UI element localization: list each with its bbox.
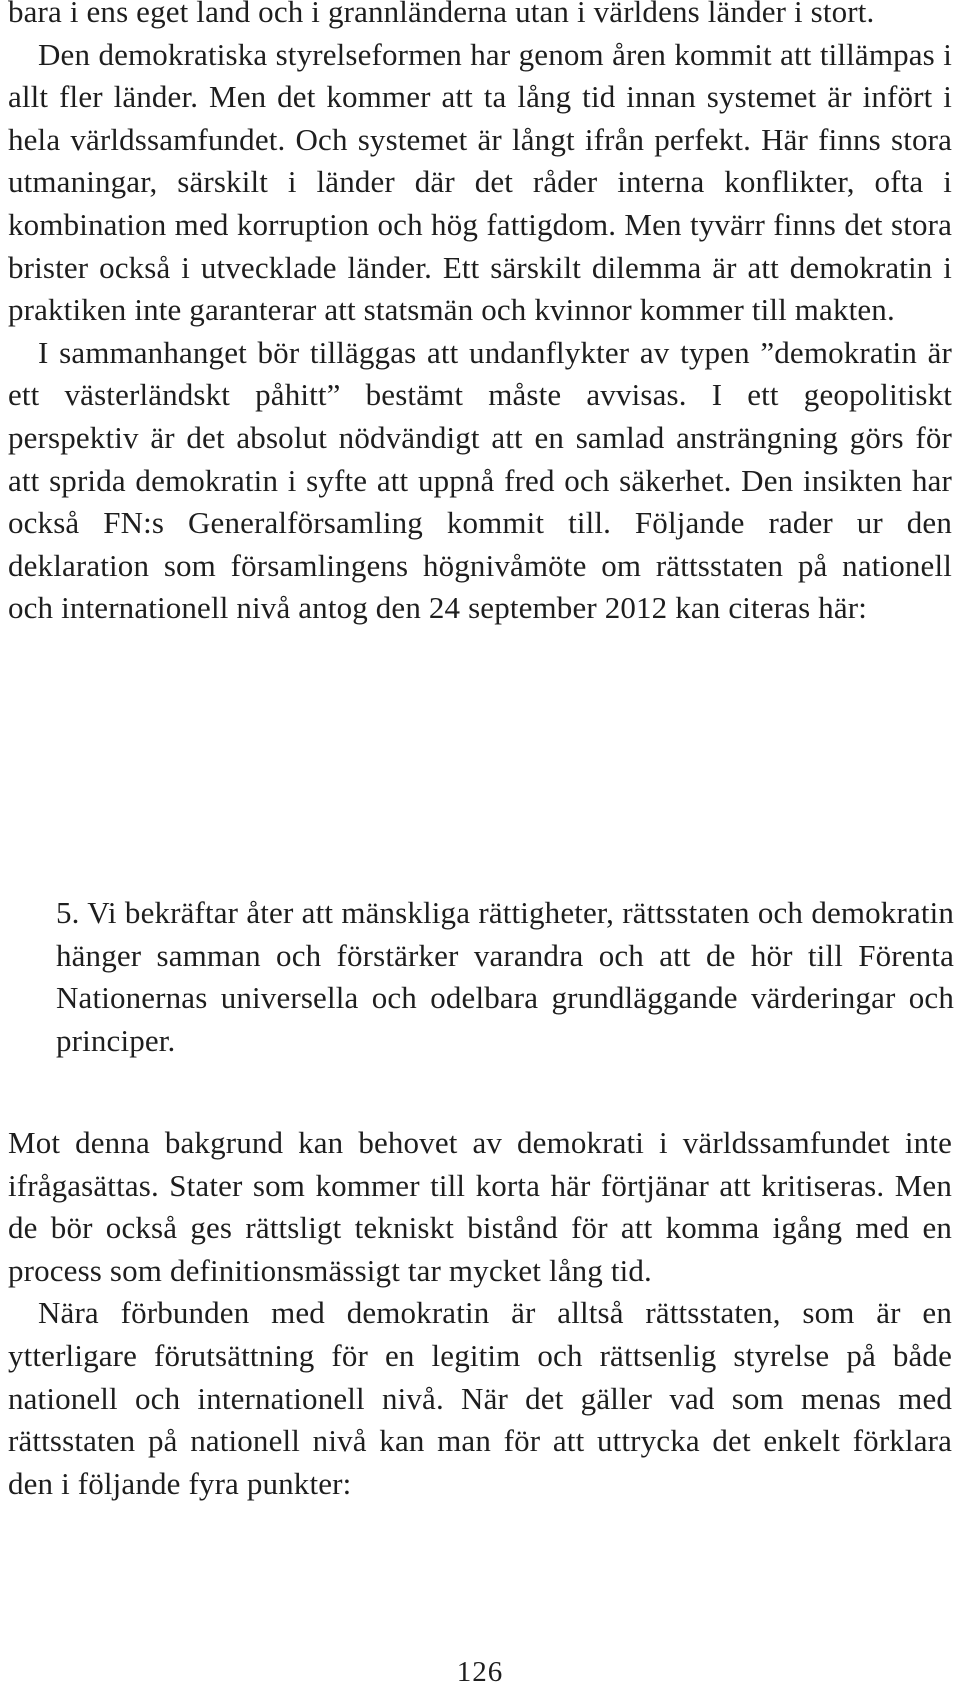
text-block-bottom (8, 1122, 952, 1505)
paragraph-democracy: Den demokratiska styrelseformen har genom åren kommit att tillämpas i allt fler länder. Men det kommer att ta lång tid innan systemet är infört i hela världssamfundet. Och systemet är långt ifrån perfekt. Här finns stora utmaningar, särskilt i länder där det råder interna konflikter, ofta i kombination med korruption och hög fattigdom. Men tyvärr finns det stora brister också i utvecklade länder. Ett särskilt dilemma är att demokratin i praktiken inte garanterar att statsmän och kvinnor kommer till makten. (8, 36, 952, 328)
paragraph-background: Mot denna bakgrund kan behovet av demokrati i världssamfundet inte ifrågasättas. Stater som kommer till korta här förtjänar att kritiseras. Men de bör också ges rättsligt tekniskt bistånd för att komma igång med en process som definitionsmässigt tar mycket lång tid. (8, 1125, 952, 1288)
page-number: 126 (456, 1656, 504, 1688)
paragraph-un-general-assembly: I sammanhanget bör tilläggas att undanflykter av typen ”demokratin är ett västerländskt påhitt” bestämt måste avvisas. I ett geopolitiskt perspektiv är det absolut nödvändigt att en samlad ansträngning görs för att sprida demokratin i syfte att uppnå fred och säkerhet. Den insikten har också FN:s Generalförsamling kommit till. Följande rader ur den deklaration som församlingens högnivåmöte om rättsstaten på nationell och internationell nivå antog den 24 september 2012 kan citeras här: (8, 334, 952, 626)
block-quote (56, 892, 954, 1062)
paragraph-continuation: bara i ens eget land och i grannländerna utan i världens länder i stort. (8, 0, 875, 29)
paragraph-rule-of-law: Nära förbunden med demokratin är alltså rättsstaten, som är en ytterligare förutsättning för en legitim och rättsenlig styrelse på både nationell och internationell nivå. När det gäller vad som menas med rättsstaten på nationell nivå kan man för att uttrycka det enkelt förklara den i följande fyra punkter: (8, 1295, 952, 1501)
quote-text: 5. Vi bekräftar åter att mänskliga rättigheter, rättsstaten och demokratin hänger samman och förstärker varandra och att de hör till Förenta Nationernas universella och odelbara grundläggande värderingar och principer. (56, 895, 954, 1058)
text-block-top (8, 0, 952, 630)
